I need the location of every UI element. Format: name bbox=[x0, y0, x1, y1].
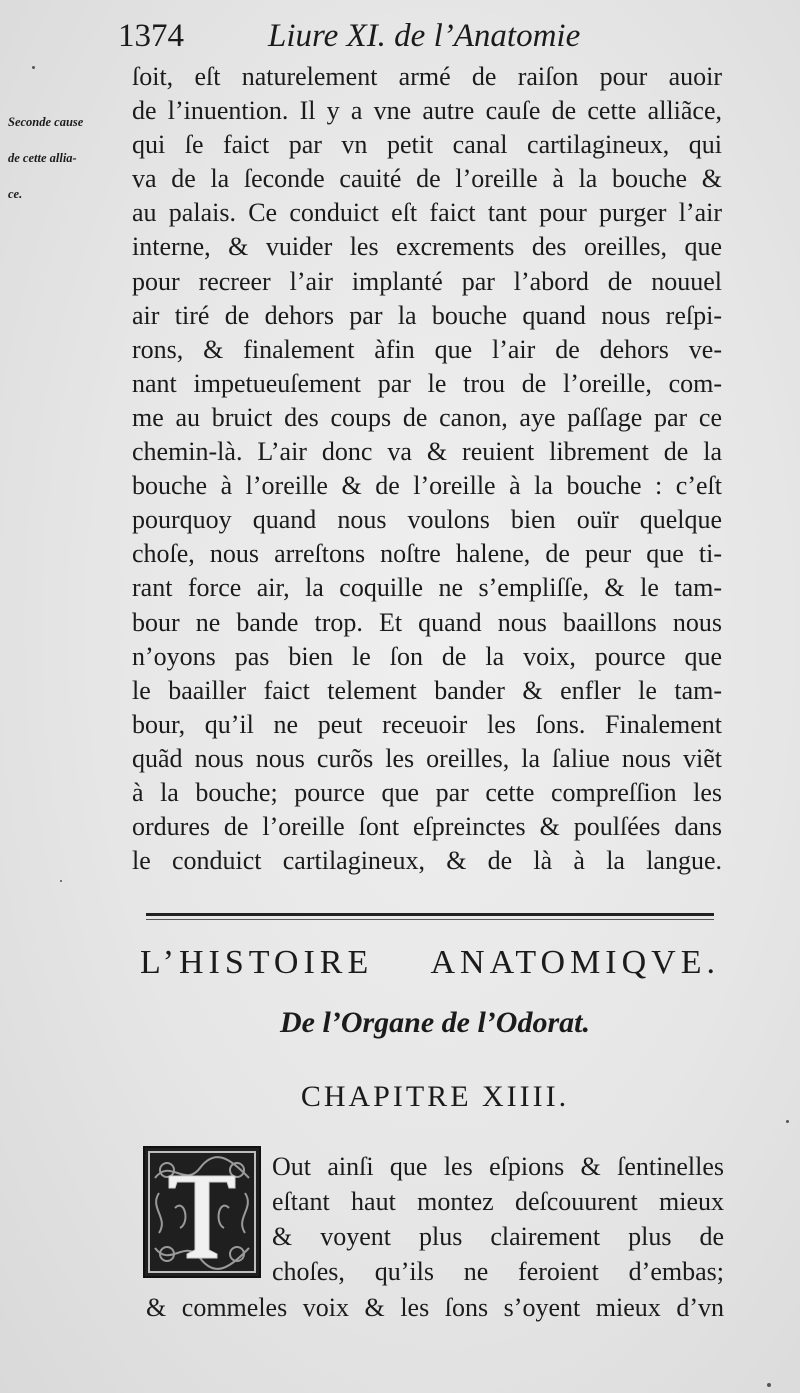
chapter-heading: CHAPITRE XIIII. bbox=[300, 1080, 570, 1113]
paper-speck bbox=[786, 1120, 789, 1123]
text-line: Out ainſi que les eſpions & ſentinelles bbox=[272, 1152, 724, 1181]
page-header bbox=[118, 14, 618, 64]
section-divider bbox=[146, 913, 714, 916]
paper-speck bbox=[767, 1383, 771, 1387]
text-line: bour, qu’il ne peut receuoir les ſons. Finalement bbox=[132, 709, 722, 739]
text-line: ordures de l’oreille ſont eſpreinctes & poulſées dans bbox=[132, 812, 722, 842]
text-line: air tiré de dehors par la bouche quand nous reſpi- bbox=[132, 300, 722, 330]
text-line: interne, & vuider les excrements des oreilles, que bbox=[132, 232, 722, 262]
text-line: pourquoy quand nous voulons bien ouïr quelque bbox=[132, 505, 722, 535]
section-title: L’HISTOIRE ANATOMIQVE. bbox=[140, 944, 720, 981]
text-line: quãd nous nous curõs les oreilles, la ſaliue nous viẽt bbox=[132, 743, 722, 773]
text-line: ſoit, eſt naturelement armé de raiſon pour auoir bbox=[132, 62, 722, 91]
section-subtitle: De l’Organe de l’Odorat. bbox=[280, 1006, 590, 1039]
text-line: le baailler faict telement bander & enfler le tam- bbox=[132, 675, 722, 705]
text-line: au palais. Ce conduict eſt faict tant pour purger l’air bbox=[132, 198, 722, 228]
running-head: Liure XI. de l’Anatomie bbox=[268, 18, 581, 54]
text-line: rons, & finalement àfin que l’air de dehors ve- bbox=[132, 334, 722, 364]
text-line: le conduict cartilagineux, & de là à la langue. bbox=[132, 846, 722, 876]
margin-note bbox=[8, 104, 130, 212]
text-line: nant impetueuſement par le trou de l’oreille, com- bbox=[132, 368, 722, 398]
text-line: rant force air, la coquille ne s’empliſſe, & le tam- bbox=[132, 573, 722, 603]
text-line: & commeles voix & les ſons s’oyent mieux d’vn bbox=[146, 1293, 724, 1322]
text-line: pour recreer l’air implanté par l’abord de nouuel bbox=[132, 266, 722, 296]
margin-note-line: de cette allia- bbox=[8, 151, 77, 165]
text-line: chemin-là. L’air donc va & reuient librement de la bbox=[132, 437, 722, 467]
text-line: choſe, nous arreſtons noſtre halene, de peur que ti- bbox=[132, 539, 722, 569]
section-divider-thin bbox=[146, 919, 714, 920]
text-line: & voyent plus clairement plus de bbox=[272, 1222, 724, 1251]
text-line: de l’inuention. Il y a vne autre cauſe de cette alliãce, bbox=[132, 96, 722, 126]
ornamental-drop-cap-icon bbox=[143, 1146, 261, 1278]
text-line: bour ne bande trop. Et quand nous baaillons nous bbox=[132, 607, 722, 637]
text-line: à la bouche; pource que par cette compreſſion les bbox=[132, 777, 722, 807]
paper-speck bbox=[60, 880, 62, 882]
text-line: eſtant haut montez deſcouurent mieux bbox=[272, 1187, 724, 1216]
margin-note-line: ce. bbox=[8, 187, 23, 201]
chapter-text bbox=[272, 1149, 724, 1289]
page-number: 1374 bbox=[118, 18, 184, 54]
text-line: qui ſe faict par vn petit canal cartilagineux, qui bbox=[132, 130, 722, 160]
text-line: bouche à l’oreille & de l’oreille à la bouche : c’eſt bbox=[132, 471, 722, 501]
text-line: n’oyons pas bien le ſon de la voix, pource que bbox=[132, 641, 722, 671]
drop-cap-ornament bbox=[145, 1148, 259, 1276]
text-line: me au bruict des coups de canon, aye paſſage par ce bbox=[132, 402, 722, 432]
text-line: va de la ſeconde cauité de l’oreille à la bouche & bbox=[132, 164, 722, 194]
body-text bbox=[132, 60, 722, 878]
drop-cap-letter: T bbox=[201, 1220, 203, 1221]
text-line: choſes, qu’ils ne feroient d’embas; bbox=[272, 1257, 724, 1286]
paper-speck bbox=[32, 66, 35, 69]
margin-note-line: Seconde cause bbox=[8, 115, 84, 129]
